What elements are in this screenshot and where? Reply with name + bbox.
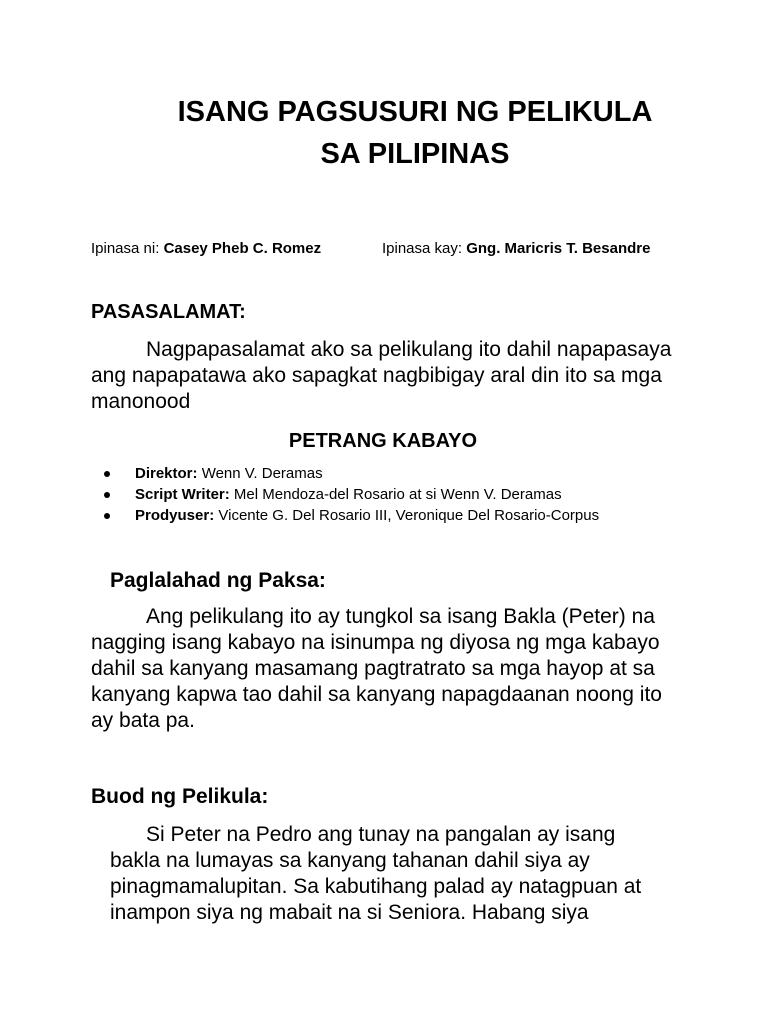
submission-info (91, 239, 731, 259)
credit-value: Vicente G. Del Rosario III, Veronique Del Rosario-Corpus (218, 507, 600, 524)
submitted-by-label: Ipinasa ni: (91, 240, 160, 257)
credit-label: Direktor: (135, 465, 198, 482)
credit-item-producer (104, 505, 599, 526)
buod-heading: Buod ng Pelikula: (91, 785, 269, 808)
pasasalamat-heading: PASASALAMAT: (91, 301, 246, 323)
submitted-to (382, 239, 650, 259)
submitted-by (91, 239, 321, 259)
buod-paragraph: Si Peter na Pedro ang tunay na pangalan ay isang bakla na lumayas sa kanyang tahanan dahil siya ay pinagmamalupitan. Sa kabutihang palad ay natagpuan at inampon siya ng mabait na si Seniora. Habang siya (110, 823, 642, 924)
document-title-line-1: ISANG PAGSUSURI NG PELIKULA (177, 96, 653, 128)
credit-label: Script Writer: (135, 486, 230, 503)
submitted-to-name: Gng. Maricris T. Besandre (466, 240, 651, 257)
credits-list (104, 463, 599, 526)
bullet-icon (104, 471, 110, 477)
submitted-by-name: Casey Pheb C. Romez (163, 240, 322, 257)
bullet-icon (104, 492, 110, 498)
submitted-to-label: Ipinasa kay: (382, 240, 463, 257)
document-title-line-2: SA PILIPINAS (320, 138, 510, 170)
paglalahad-paragraph: Ang pelikulang ito ay tungkol sa isang Bakla (Peter) na nagging isang kabayo na isinumpa ng diyosa ng mga kabayo dahil sa kanyang masamang pagtratrato sa mga hayop at sa kanyang kapwa tao dahil sa kanyang napagdaanan noong ito ay bata pa. (91, 605, 662, 732)
credit-value: Mel Mendoza-del Rosario at si Wenn V. Deramas (233, 486, 562, 503)
pasasalamat-paragraph: Nagpapasalamat ako sa pelikulang ito dahil napapasaya ang napapatawa ako sapagkat nagbibigay aral din ito sa mga manonood (91, 338, 672, 413)
credit-value: Wenn V. Deramas (201, 465, 323, 482)
film-title: PETRANG KABAYO (288, 430, 478, 452)
credit-label: Prodyuser: (135, 507, 215, 524)
credit-item-script-writer (104, 484, 599, 505)
credit-item-director (104, 463, 599, 484)
paglalahad-heading: Paglalahad ng Paksa: (110, 569, 326, 592)
bullet-icon (104, 513, 110, 519)
